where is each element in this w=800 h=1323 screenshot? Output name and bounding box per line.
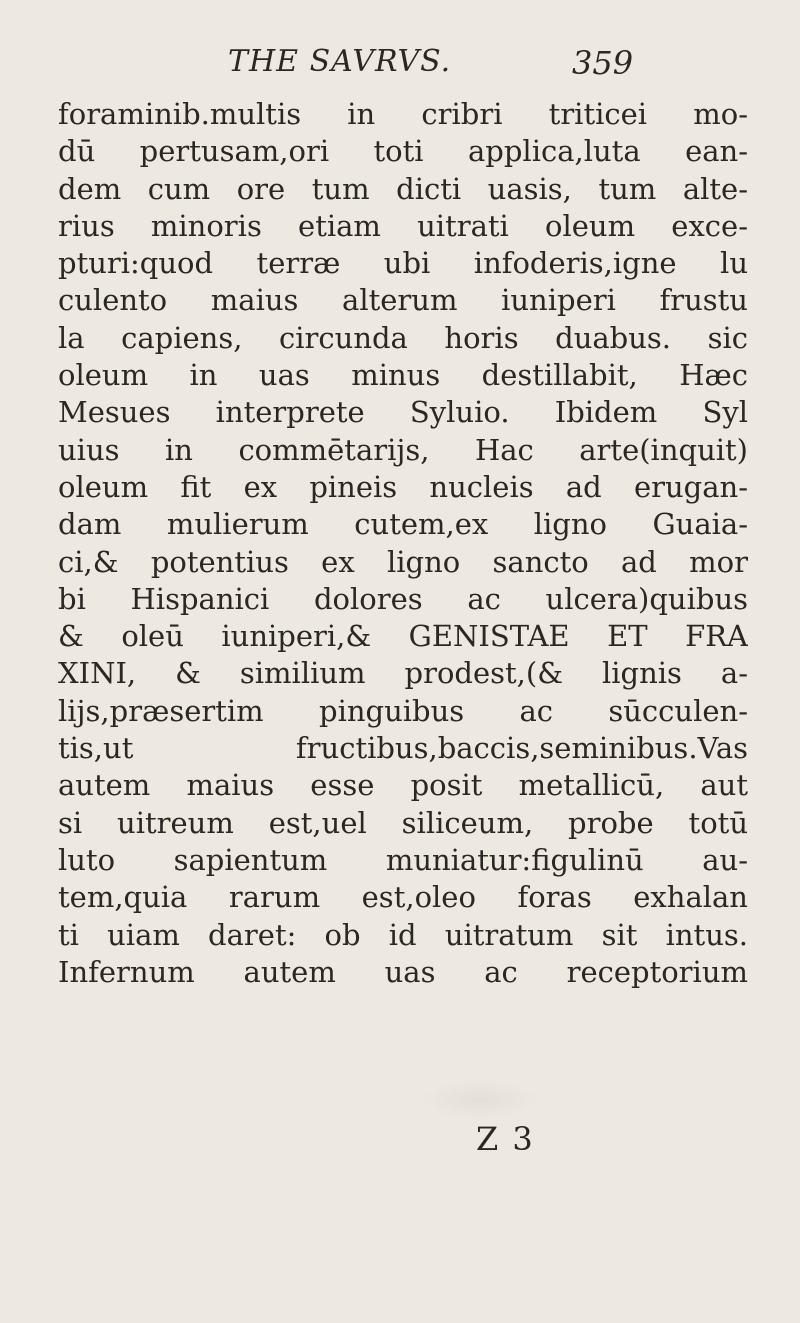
page-number: 359 (572, 44, 634, 82)
signature-mark: Z 3 (476, 1120, 535, 1158)
body-text (58, 96, 748, 991)
text-line: bi Hispanici dolores ac ulcera)quibus (58, 581, 748, 616)
page-header (0, 40, 800, 90)
text-line: oleum in uas minus destillabit, Hæc (58, 358, 748, 393)
text-line: dem cum ore tum dicti uasis, tum alte- (58, 171, 748, 206)
text-line: Mesues interprete Syluio. Ibidem Syl (58, 395, 748, 430)
text-line: uius in commētarijs, Hac arte(inquit) (58, 432, 748, 467)
paper-smudge (420, 1080, 540, 1120)
text-line: oleum fit ex pineis nucleis ad erugan- (58, 469, 748, 504)
text-line: la capiens, circunda horis duabus. sic (58, 320, 748, 355)
text-line: Infernum autem uas ac receptorium (58, 954, 748, 989)
text-line: autem maius esse posit metallicū, aut (58, 768, 748, 803)
text-line: tem,quia rarum est,oleo foras exhalan (58, 880, 748, 915)
text-line: foraminib.multis in cribri triticei mo- (58, 97, 748, 131)
text-line: pturi:quod terræ ubi infoderis,igne lu (58, 246, 748, 281)
text-line: & oleū iuniperi,& GENISTAE ET FRA (58, 619, 748, 654)
text-line: culento maius alterum iuniperi frustu (58, 283, 748, 318)
text-line: ti uiam daret: ob id uitratum sit intus. (58, 917, 748, 952)
text-line: luto sapientum muniatur:figulinū au- (58, 842, 748, 877)
text-line: dam mulierum cutem,ex ligno Guaia- (58, 507, 748, 542)
text-line: ci,& potentius ex ligno sancto ad mor (58, 544, 748, 579)
text-line: rius minoris etiam uitrati oleum exce- (58, 208, 748, 243)
text-line: si uitreum est,uel siliceum, probe totū (58, 805, 748, 840)
text-line: tis,ut fructibus,baccis,seminibus.Vas (58, 731, 748, 766)
text-line: lijs,præsertim pinguibus ac sūcculen- (58, 693, 748, 728)
text-line: dū pertusam,ori toti applica,luta ean- (58, 134, 748, 169)
text-line: XINI, & similium prodest,(& lignis a- (58, 656, 748, 691)
running-title: THE SAVRVS. (228, 44, 452, 79)
